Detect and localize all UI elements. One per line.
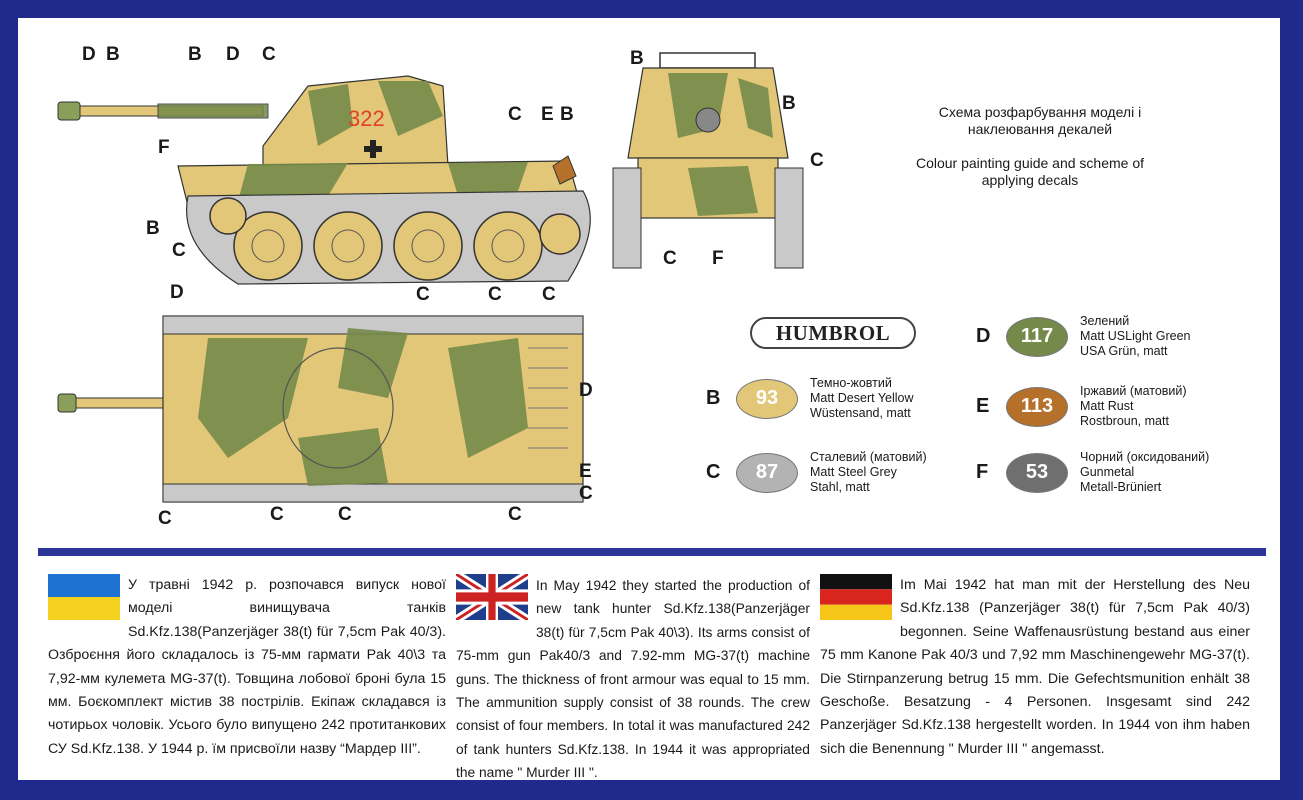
- paint-name-en: Gunmetal: [1080, 465, 1135, 479]
- description-english: [456, 574, 810, 785]
- description-german: [820, 574, 1250, 761]
- callout-top: E: [579, 461, 592, 482]
- callout-top: C: [488, 284, 502, 305]
- paint-row-d: [976, 314, 1190, 359]
- callout-side: B: [560, 104, 574, 125]
- instruction-sheet: [18, 18, 1280, 780]
- paint-name-en: Matt USLight Green: [1080, 329, 1191, 343]
- callout-top: C: [542, 284, 556, 305]
- paint-name-de: Rostbroun, matt: [1080, 414, 1169, 428]
- callout-front: C: [663, 248, 677, 269]
- paint-name-de: Metall-Brüniert: [1080, 480, 1162, 494]
- callout-top: C: [508, 504, 522, 525]
- paint-name-en: Matt Desert Yellow: [810, 391, 914, 405]
- description-text: In May 1942 they started the production of new tank hunter Sd.Kfz.138(Panzerjäger 38(t) für 7,5cm Pak 40\3). Its arms consist of 75-mm gun Pak40/3 and 7.92-mm MG-37(t) machine guns. The thickness of front armour was equal to 15 mm. The ammunition supply consist of 38 rounds. The crew consist of four members. In total it was manufactured 242 of tank hunters Sd.Kfz.138. In 1944 it was appropriated the name " Murder III ".: [456, 578, 810, 781]
- paint-swatch: 53: [1006, 453, 1068, 493]
- description-text: Im Mai 1942 hat man mit der Herstellung des Neu Sd.Kfz.138 (Panzerjäger 38(t) für 7,5cm Pak 40/3) begonnen. Seine Waffenausrüstung bestand aus einer 75 mm Kanone Pak 40/3 und 7,92 mm Maschinengewehr MG-37(t). Die Stirnpanzerung betrug 15 mm. Die Gefechtsmunition enhält 38 Geschoße. Besatzung - 4 Personen. Insgesamt sind 242 Panzerjäger Sd.Kfz.138 hergestellt worden. In 1944 von ihm haben sich die Benennung " Murder III " angemasst.: [820, 577, 1250, 757]
- caption-ukrainian: Схема розфарбування моделі і наклеювання декалей: [938, 104, 1142, 137]
- paint-letter: C: [706, 461, 721, 483]
- paint-name-ua: Чорний (оксидований): [1080, 450, 1210, 464]
- paint-row-c: [706, 450, 927, 495]
- paint-letter: B: [706, 387, 721, 409]
- callout-top: D: [170, 282, 184, 303]
- paint-description: [810, 450, 927, 495]
- humbrol-logo: HUMBROL: [750, 317, 916, 349]
- callout-top: C: [158, 508, 172, 529]
- callout-top: D: [579, 380, 593, 401]
- paint-name-de: Stahl, matt: [810, 480, 870, 494]
- description-ukrainian: [48, 574, 446, 761]
- top-view-drawing: [48, 308, 608, 508]
- callout-top: C: [338, 504, 352, 525]
- paint-swatch: 113: [1006, 387, 1068, 427]
- callout-side: C: [508, 104, 522, 125]
- callout-side: D: [226, 44, 240, 65]
- callout-front: F: [712, 248, 724, 269]
- callout-side: B: [188, 44, 202, 65]
- decal-number: 322: [348, 106, 385, 131]
- paint-name-ua: Зелений: [1080, 314, 1130, 328]
- paint-swatch: 87: [736, 453, 798, 493]
- paint-swatch: 93: [736, 379, 798, 419]
- callout-top: C: [270, 504, 284, 525]
- germany-flag-icon: [820, 574, 892, 620]
- paint-name-en: Matt Steel Grey: [810, 465, 897, 479]
- paint-letter: E: [976, 395, 990, 417]
- callout-side: F: [158, 137, 170, 158]
- paint-name-ua: Темно-жовтий: [810, 376, 892, 390]
- paint-swatch: 117: [1006, 317, 1068, 357]
- callout-side: B: [146, 218, 160, 239]
- callout-side: C: [262, 44, 276, 65]
- front-view-drawing: [608, 48, 808, 278]
- paint-letter: F: [976, 461, 989, 483]
- description-text: У травні 1942 р. розпочався випуск нової моделі винищувача танків Sd.Kfz.138(Panzerjäger 38(t) für 7,5cm Pak 40/3). Озброєння його складалось із 75-мм гармати Pak 40\3 та 7,92-мм кулемета MG-37(t). Товщина лобової броні була 15 мм. Боєкомплект містив 38 пострілів. Екіпаж складався із чотирьох чоловік. Усього було випущено 242 протитанкових СУ Sd.Kfz.138. У 1944 р. їм присвоїли назву “Мардер ІІІ”.: [48, 577, 446, 757]
- uk-flag-icon: [456, 574, 528, 620]
- paint-name-de: Wüstensand, matt: [810, 406, 911, 420]
- callout-front: B: [782, 93, 796, 114]
- paint-name-de: USA Grün, matt: [1080, 344, 1168, 358]
- paint-description: [1080, 384, 1187, 429]
- caption-english: Colour painting guide and scheme of applying decals: [915, 155, 1145, 188]
- paint-description: [1080, 450, 1209, 495]
- callout-side: C: [172, 240, 186, 261]
- paint-description: [1080, 314, 1190, 359]
- paint-letter: D: [976, 325, 991, 347]
- section-divider: [38, 548, 1266, 556]
- callout-top: C: [579, 483, 593, 504]
- paint-row-e: [976, 384, 1187, 429]
- paint-name-ua: Сталевий (матовий): [810, 450, 927, 464]
- callout-top: C: [416, 284, 430, 305]
- paint-name-ua: Іржавий (матовий): [1080, 384, 1187, 398]
- callout-side: D: [82, 44, 96, 65]
- paint-row-b: [706, 376, 914, 421]
- paint-description: [810, 376, 914, 421]
- paint-name-en: Matt Rust: [1080, 399, 1134, 413]
- callout-front: C: [810, 150, 824, 171]
- paint-row-f: [976, 450, 1209, 495]
- painting-guide-panel: [18, 18, 1280, 548]
- callout-front: B: [630, 48, 644, 69]
- ukraine-flag-icon: [48, 574, 120, 620]
- callout-side: B: [106, 44, 120, 65]
- side-view-drawing: [48, 46, 608, 296]
- callout-side: E: [541, 104, 554, 125]
